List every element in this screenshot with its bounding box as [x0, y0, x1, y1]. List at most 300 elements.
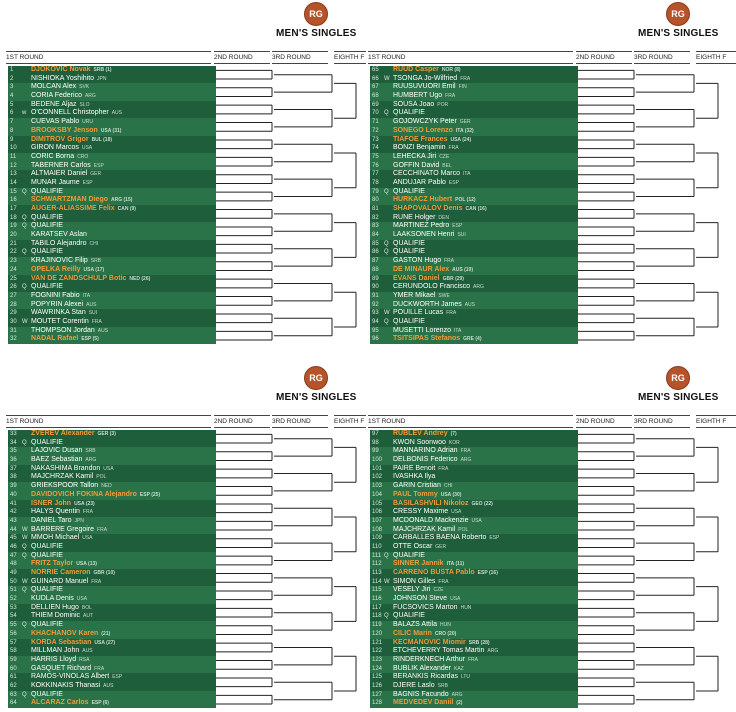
draw-position: 70	[372, 110, 379, 117]
player-name-text: MARTINEZ Pedro	[393, 222, 450, 230]
player-name-text: QUALIFIE	[31, 248, 63, 256]
player-name-text: GASQUET Richard	[31, 664, 92, 672]
draw-position: 22	[10, 249, 17, 256]
player-name-text: NORRIE Cameron	[31, 569, 91, 576]
draw-position: 98	[372, 439, 379, 446]
player-country: CZE	[433, 587, 444, 594]
player-country: ESP	[82, 179, 93, 186]
draw-position: 89	[372, 275, 379, 282]
round-header: 3RD ROUND	[634, 51, 690, 64]
draw-position: 46	[10, 543, 17, 550]
player-country: KOR	[448, 439, 460, 446]
bracket-lines	[366, 364, 718, 712]
player-name-text: BARRERE Gregoire	[31, 525, 95, 533]
draw-position: 49	[10, 570, 17, 576]
player-country: ESP (16)	[477, 570, 498, 576]
draw-position: 103	[372, 483, 383, 490]
round-header: 3RD ROUND	[272, 51, 328, 64]
draw-position: 95	[372, 327, 379, 334]
player-name-text: OTTE Oscar	[393, 542, 433, 550]
player-country: GEO (22)	[471, 500, 493, 507]
draw-position: 72	[372, 127, 379, 134]
entry-status: Q	[22, 214, 27, 221]
player-name-text: BERANKIS Ricardas	[393, 673, 458, 681]
player-country: SRB	[437, 682, 448, 689]
player-country: NED (26)	[129, 275, 151, 282]
player-name-text: HURKACZ Hubert	[393, 196, 453, 204]
draw-position: 19	[10, 223, 17, 230]
player-name-text: PAUL Tommy	[393, 490, 438, 498]
draw-position: 88	[372, 266, 379, 273]
player-name-text: FRITZ Taylor	[31, 560, 74, 568]
draw-position: 115	[372, 587, 382, 594]
player-name-text: RINDERKNECH Arthur	[393, 655, 465, 663]
entry-status: W	[384, 310, 390, 317]
draw-position: 40	[10, 491, 17, 498]
player-country: BEL	[442, 162, 452, 169]
draw-position: 59	[10, 656, 17, 663]
round-header: EIGHTH F	[334, 51, 374, 64]
draw-position: 9	[10, 136, 14, 143]
player-name-text: O'CONNELL Christopher	[31, 109, 109, 117]
player-name-text: MEDVEDEV Daniil	[393, 699, 454, 707]
draw-position: 105	[372, 500, 383, 507]
player-country: ESP	[452, 223, 463, 230]
draw-position: 48	[10, 561, 17, 568]
player-country: ITA (11)	[446, 561, 465, 568]
draw-position: 45	[10, 535, 17, 542]
player-name-text: FUCSOVICS Marton	[393, 603, 458, 611]
draw-position: 62	[10, 682, 17, 689]
player-name-text: KECMANOVIC Miomir	[393, 638, 466, 646]
draw-position: 58	[10, 648, 17, 655]
draw-position: 20	[10, 232, 17, 239]
player-name-text: BAGNIS Facundo	[393, 690, 449, 698]
player-country: HUN	[439, 622, 451, 629]
player-name-text: DE MINAUR Alex	[393, 265, 450, 273]
player-name-text: ALTMAIER Daniel	[31, 170, 88, 178]
draw-position: 123	[372, 656, 383, 663]
page-title: MEN'S SINGLES	[276, 392, 357, 403]
player-country: FRA	[448, 145, 459, 152]
player-name-text: QUALIFIE	[31, 542, 63, 550]
draw-position: 36	[10, 457, 17, 464]
player-country: NED	[101, 483, 112, 490]
player-name-text: MANNARINO Adrian	[393, 447, 458, 455]
player-country: USA (24)	[450, 136, 472, 143]
player-name-text: ISNER John	[31, 499, 72, 507]
draw-position: 39	[10, 483, 17, 490]
draw-position: 13	[10, 171, 17, 178]
round-header: 2ND ROUND	[576, 415, 632, 428]
draw-quadrant	[366, 0, 727, 348]
player-name-text: LEHECKA Jiri	[393, 152, 437, 160]
player-name-text: POPYRIN Alexei	[31, 300, 84, 308]
player-name-text: TABERNER Carlos	[31, 161, 91, 169]
player-name-text: QUALIFIE	[393, 317, 425, 325]
round-header: 3RD ROUND	[272, 415, 328, 428]
player-name-text: LAAKSONEN Henri	[393, 231, 455, 239]
entry-status: Q	[22, 439, 27, 446]
player-name-text: WAWRINKA Stan	[31, 309, 86, 317]
entry-status: W	[22, 578, 28, 585]
player-country: ARG	[487, 648, 499, 655]
roland-garros-logo-icon: RG	[666, 2, 690, 26]
draw-position: 60	[10, 665, 17, 672]
entry-status: Q	[22, 587, 27, 594]
player-name-text: ANDUJAR Pablo	[393, 178, 446, 186]
round-header: 1ST ROUND	[368, 415, 573, 428]
player-name-text: MUNAR Jaume	[31, 178, 80, 186]
draw-position: 51	[10, 587, 17, 594]
player-name-text: QUALIFIE	[31, 551, 63, 559]
draw-position: 34	[10, 439, 17, 446]
draw-position: 120	[372, 630, 383, 637]
draw-position: 79	[372, 188, 379, 195]
player-name-text: DANIEL Taro	[31, 516, 72, 524]
player-country: AUS	[103, 682, 114, 689]
player-country: SRB	[85, 448, 96, 455]
player-country: CAN (16)	[465, 206, 487, 212]
player-name-text: HUMBERT Ugo	[393, 92, 443, 100]
player-country: FRA	[446, 310, 457, 317]
player-name-text: IVASHKA Ilya	[393, 473, 436, 481]
entry-status: Q	[22, 691, 27, 698]
player-country: AUS	[97, 327, 109, 334]
player-country: AUS	[464, 301, 475, 308]
player-name-text: GIRON Marcos	[31, 144, 79, 152]
player-name-text: RUUD Casper	[393, 66, 439, 73]
draw-position: 64	[10, 700, 17, 707]
draw-position: 125	[372, 674, 383, 681]
draw-position: 27	[10, 292, 17, 299]
player-country: USA	[76, 596, 88, 603]
player-name-text: THIEM Dominic	[31, 612, 81, 620]
round-header: 2ND ROUND	[214, 415, 270, 428]
player-country: USA (17)	[83, 266, 105, 273]
player-name-text: KHACHANOV Karen	[31, 629, 99, 637]
player-country: SUI	[457, 232, 466, 239]
player-country: SRB (28)	[468, 639, 490, 646]
player-name-text: HARRIS Lloyd	[31, 655, 77, 663]
player-country: CZE	[439, 153, 450, 160]
draw-position: 8	[10, 127, 14, 134]
draw-position: 119	[372, 622, 382, 629]
player-name-text: LAJOVIC Dusan	[31, 447, 83, 455]
player-country: CRO	[77, 153, 89, 160]
entry-status: Q	[22, 622, 27, 629]
entry-status: Q	[384, 613, 389, 620]
draw-position: 7	[10, 119, 14, 126]
player-name-text: MOUTET Corentin	[31, 317, 89, 325]
player-country: POR	[437, 101, 449, 108]
player-name-text: PAIRE Benoit	[393, 464, 436, 472]
entry-status: W	[22, 318, 28, 325]
player-country: FRA	[444, 258, 455, 265]
entry-status: Q	[22, 249, 27, 256]
player-country: GBR (29)	[442, 275, 464, 282]
draw-position: 30	[10, 318, 17, 325]
player-country: USA	[82, 535, 93, 542]
draw-position: 68	[372, 93, 379, 100]
player-country: ITA	[82, 292, 91, 299]
player-name-text: RUBLEV Andrey	[393, 430, 448, 437]
round-header: 3RD ROUND	[634, 415, 690, 428]
draw-position: 116	[372, 596, 382, 603]
draw-position: 69	[372, 101, 379, 108]
player-country: GER	[435, 543, 447, 550]
player-name-text: QUALIFIE	[31, 690, 63, 698]
player-country: LTU	[460, 674, 471, 681]
player-name-text: GOJOWCZYK Peter	[393, 118, 457, 126]
player-country: (7)	[450, 431, 457, 437]
entry-status: Q	[22, 284, 27, 291]
player-country: GER (3)	[97, 431, 116, 437]
draw-position: 10	[10, 145, 17, 152]
player-name-text: ZVEREV Alexander	[31, 430, 95, 437]
player-country: ESP	[112, 674, 123, 681]
entry-status: Q	[22, 223, 27, 230]
player-country: ARG	[451, 691, 463, 698]
draw-quadrant	[4, 364, 365, 712]
player-name-text: SCHWARTZMAN Diego	[31, 196, 108, 204]
player-name-text: QUALIFIE	[393, 187, 425, 195]
player-country: AUT	[83, 613, 94, 620]
round-header: 2ND ROUND	[214, 51, 270, 64]
player-country: USA	[103, 465, 114, 472]
bracket-lines	[4, 0, 356, 348]
draw-position: 67	[372, 84, 379, 91]
player-country: POL	[96, 474, 107, 481]
draw-position: 16	[10, 197, 17, 204]
bracket-lines	[366, 0, 718, 348]
draw-position: 5	[10, 101, 14, 108]
draw-position: 80	[372, 197, 379, 204]
entry-status: w	[22, 110, 27, 117]
player-country: GRE (4)	[463, 336, 482, 343]
player-country: ITA (32)	[455, 127, 474, 134]
draw-position: 31	[10, 327, 17, 334]
draw-position: 73	[372, 136, 379, 143]
draw-position: 44	[10, 526, 17, 533]
draw-position: 122	[372, 648, 383, 655]
player-name-text: GASTON Hugo	[393, 257, 442, 265]
player-country: AUS	[111, 110, 122, 117]
round-header: 1ST ROUND	[368, 51, 573, 64]
player-name-text: QUALIFIE	[31, 586, 63, 594]
player-country: SRB (1)	[93, 67, 112, 73]
player-name-text: CORIA Federico	[31, 92, 82, 100]
player-name-text: MAJCHRZAK Kamil	[393, 525, 456, 533]
player-country: ITA	[453, 327, 462, 334]
player-country: ESP	[448, 179, 459, 186]
player-country: GER	[459, 119, 471, 126]
player-country: USA	[450, 596, 461, 603]
player-country: DEN	[438, 214, 449, 221]
draw-position: 76	[372, 162, 379, 169]
draw-position: 63	[10, 691, 17, 698]
draw-position: 82	[372, 214, 379, 221]
player-name-text: EVANS Daniel	[393, 274, 440, 282]
player-name-text: QUALIFIE	[31, 283, 63, 291]
round-header: 2ND ROUND	[576, 51, 632, 64]
player-country: ARG	[84, 93, 96, 100]
player-country: USA (27)	[94, 639, 116, 646]
player-name-text: DJERE Laslo	[393, 681, 435, 689]
entry-status: Q	[22, 543, 27, 550]
player-country: ARG (15)	[111, 197, 133, 204]
player-name-text: DJOKOVIC Novak	[31, 66, 91, 73]
player-country: (2)	[456, 700, 463, 707]
player-country: USA (23)	[74, 500, 95, 507]
round-header: EIGHTH F	[696, 415, 736, 428]
draw-position: 55	[10, 622, 17, 629]
player-name-text: DUCKWORTH James	[393, 300, 462, 308]
draw-position: 100	[372, 457, 383, 464]
player-country: USA (13)	[76, 561, 97, 568]
player-country: USA	[81, 145, 93, 152]
player-name-text: QUALIFIE	[31, 222, 63, 230]
draw-position: 109	[372, 535, 383, 542]
player-country: JPN	[74, 517, 84, 524]
player-name-text: TABILO Alejandro	[31, 239, 87, 247]
player-name-text: BONZI Benjamin	[393, 144, 446, 152]
entry-status: Q	[22, 552, 27, 559]
player-name-text: POUILLE Lucas	[393, 309, 444, 317]
player-country: SUI	[88, 310, 98, 317]
bracket-lines	[4, 364, 356, 712]
player-name-text: KOKKINAKIS Thanasi	[31, 681, 101, 689]
draw-position: 110	[372, 543, 382, 550]
page-title: MEN'S SINGLES	[638, 28, 719, 39]
draw-position: 114	[372, 578, 382, 585]
draw-position: 93	[372, 310, 379, 317]
draw-position: 2	[10, 75, 14, 82]
player-name-text: YMER Mikael	[393, 291, 436, 299]
draw-position: 17	[10, 206, 17, 212]
draw-position: 84	[372, 232, 379, 239]
player-country: ESP	[93, 162, 104, 169]
player-name-text: MUSETTI Lorenzo	[393, 326, 451, 334]
draw-quadrant	[366, 364, 727, 712]
draw-position: 1	[10, 67, 14, 73]
player-name-text: CUEVAS Pablo	[31, 118, 80, 126]
entry-status: W	[22, 526, 28, 533]
draw-position: 65	[372, 67, 379, 73]
draw-position: 23	[10, 258, 17, 265]
draw-position: 6	[10, 110, 14, 117]
player-country: RSA	[79, 656, 90, 663]
entry-status: Q	[384, 552, 389, 559]
draw-position: 54	[10, 613, 17, 620]
draw-position: 56	[10, 630, 17, 637]
draw-quadrant	[4, 0, 365, 348]
player-name-text: GRIEKSPOOR Tallon	[31, 482, 99, 490]
draw-position: 87	[372, 258, 379, 265]
player-name-text: QUALIFIE	[31, 187, 63, 195]
player-country: AUS	[82, 648, 93, 655]
draw-position: 85	[372, 240, 379, 247]
player-country: POL	[458, 526, 469, 533]
draw-position: 127	[372, 691, 383, 698]
player-name-text: BUBLIK Alexander	[393, 664, 451, 672]
player-country: CAN (9)	[117, 206, 136, 212]
player-country: FRA	[82, 509, 93, 516]
player-name-text: TSONGA Jo-Wilfried	[393, 74, 458, 82]
draw-position: 124	[372, 665, 383, 672]
player-name-text: QUALIFIE	[393, 248, 425, 256]
player-name-text: DAVIDOVICH FOKINA Alejandro	[31, 490, 137, 498]
player-name-text: RAMOS-VINOLAS Albert	[31, 673, 110, 681]
draw-position: 21	[10, 240, 17, 247]
player-country: KAZ	[453, 665, 464, 672]
draw-position: 81	[372, 206, 379, 212]
round-header: EIGHTH F	[334, 415, 374, 428]
draw-position: 47	[10, 552, 17, 559]
player-country: FRA	[438, 578, 449, 585]
player-name-text: DELLIEN Hugo	[31, 603, 79, 611]
draw-position: 86	[372, 249, 379, 256]
entry-status: Q	[384, 188, 389, 195]
draw-position: 35	[10, 448, 17, 455]
draw-position: 94	[372, 318, 379, 325]
player-name-text: KORDA Sebastian	[31, 638, 92, 646]
player-country: BOL	[81, 604, 92, 611]
player-name-text: VESELY Jiri	[393, 586, 431, 594]
draw-position: 25	[10, 275, 17, 282]
player-country: ITA	[463, 171, 471, 178]
draw-position: 101	[372, 465, 383, 472]
draw-position: 12	[10, 162, 17, 169]
draw-position: 29	[10, 310, 17, 317]
entry-status: W	[384, 578, 390, 585]
draw-position: 99	[372, 448, 379, 455]
player-country: FRA	[460, 448, 471, 455]
player-name-text: RUUSUVUORI Emil	[393, 83, 456, 91]
player-name-text: NAKASHIMA Brandon	[31, 464, 101, 472]
player-name-text: QUALIFIE	[31, 438, 63, 446]
player-country: FRA	[460, 75, 471, 82]
player-name-text: BASILASHVILI Nikoloz	[393, 499, 469, 507]
player-name-text: MILLMAN John	[31, 647, 80, 655]
player-name-text: ALCARAZ Carlos	[31, 699, 89, 707]
player-name-text: BEDENE Aljaz	[31, 100, 77, 108]
player-name-text: QUALIFIE	[393, 551, 425, 559]
draw-position: 52	[10, 596, 17, 603]
draw-position: 74	[372, 145, 379, 152]
player-country: SRB	[90, 258, 102, 265]
player-country: URU	[82, 119, 93, 126]
player-country: ESP (6)	[91, 700, 109, 707]
entry-status: Q	[384, 249, 389, 256]
draw-position: 18	[10, 214, 17, 221]
player-country: FIN	[458, 84, 467, 91]
player-country: USA	[451, 509, 462, 516]
player-name-text: MOLCAN Alex	[31, 83, 77, 91]
draw-position: 91	[372, 292, 379, 299]
player-country: SVK	[79, 84, 90, 91]
player-country: ARG	[85, 457, 97, 464]
player-country: GBR (10)	[93, 570, 115, 576]
draw-position: 118	[372, 613, 382, 620]
player-country: GER	[90, 171, 102, 178]
player-country: ESP (5)	[81, 336, 99, 343]
draw-position: 104	[372, 491, 383, 498]
player-country: CHI	[443, 483, 453, 490]
player-name-text: CERUNDOLO Francisco	[393, 283, 471, 291]
draw-position: 108	[372, 526, 383, 533]
draw-position: 50	[10, 578, 17, 585]
